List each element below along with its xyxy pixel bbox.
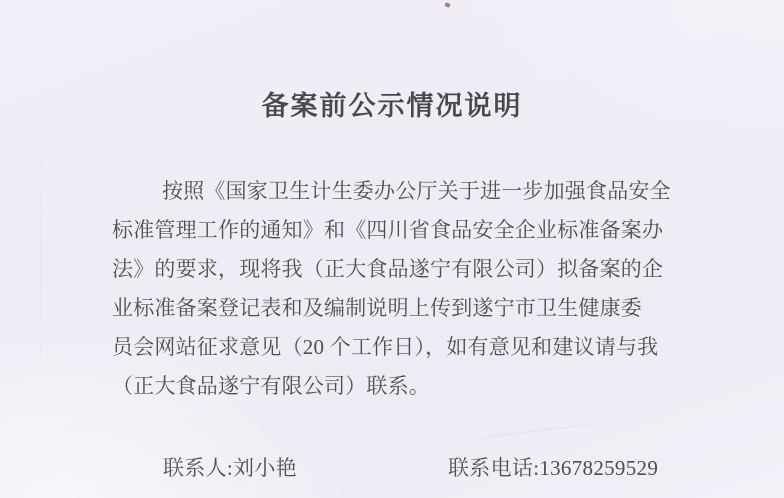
- body-line-3: 法》的要求，现将我（正大食品遂宁有限公司）拟备案的企: [112, 257, 664, 281]
- contact-row: [0, 452, 784, 482]
- body-line-2: 标准管理工作的通知》和《四川省食品安全企业标准备案办: [112, 218, 664, 242]
- document-title: 备案前公示情况说明: [261, 91, 523, 121]
- contact-phone: 联系电话:13678259529: [448, 456, 659, 480]
- body-line-4: 业标准备案登记表和及编制说明上传到遂宁市卫生健康委: [112, 296, 642, 320]
- body-line-6: （正大食品遂宁有限公司）联系。: [112, 374, 430, 398]
- paper-crease: [40, 140, 42, 380]
- contact-person: 联系人:刘小艳: [163, 456, 297, 480]
- paper-crease: [431, 417, 640, 445]
- document-body: [112, 172, 684, 406]
- body-line-5: 员会网站征求意见（20 个工作日），如有意见和建议请与我: [112, 335, 659, 359]
- body-line-1: 按照《国家卫生计生委办公厅关于进一步加强食品安全: [162, 179, 671, 203]
- scan-speck: [444, 2, 450, 7]
